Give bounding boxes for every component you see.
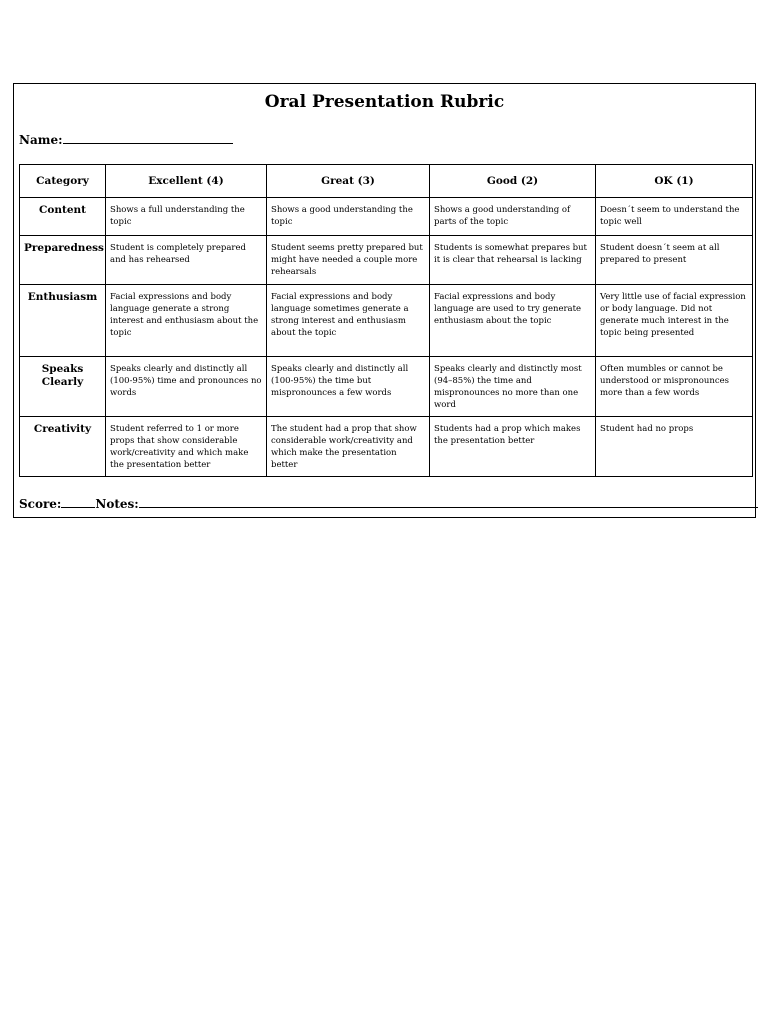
rubric-cell: Speaks clearly and distinctly all (100-95%) time and pronounces no words bbox=[106, 357, 267, 417]
rubric-cell: Student had no props bbox=[596, 417, 753, 477]
category-cell: Content bbox=[20, 198, 106, 236]
category-cell: Enthusiasm bbox=[20, 285, 106, 357]
rubric-cell: Shows a good understanding of parts of the topic bbox=[430, 198, 596, 236]
rubric-cell: Students had a prop which makes the presentation better bbox=[430, 417, 596, 477]
rubric-cell: Student seems pretty prepared but might have needed a couple more rehearsals bbox=[267, 236, 430, 285]
category-cell: Preparedness bbox=[20, 236, 106, 285]
rubric-cell: Student doesn´t seem at all prepared to present bbox=[596, 236, 753, 285]
rubric-cell: Very little use of facial expression or body language. Did not generate much interest in the topic being presented bbox=[596, 285, 753, 357]
rubric-cell: The student had a prop that show considerable work/creativity and which make the presentation better bbox=[267, 417, 430, 477]
rubric-cell: Student referred to 1 or more props that show considerable work/creativity and which make the presentation better bbox=[106, 417, 267, 477]
table-header-row bbox=[20, 165, 753, 198]
name-blank-line bbox=[63, 133, 233, 144]
notes-label: Notes: bbox=[95, 497, 139, 511]
header-great: Great (3) bbox=[267, 165, 430, 198]
category-cell: Speaks Clearly bbox=[20, 357, 106, 417]
rubric-cell: Often mumbles or cannot be understood or mispronounces more than a few words bbox=[596, 357, 753, 417]
header-ok: OK (1) bbox=[596, 165, 753, 198]
rubric-cell: Students is somewhat prepares but it is clear that rehearsal is lacking bbox=[430, 236, 596, 285]
score-label: Score: bbox=[19, 497, 62, 511]
score-blank-line bbox=[61, 497, 95, 508]
table-row bbox=[20, 236, 753, 285]
header-category: Category bbox=[20, 165, 106, 198]
table-row bbox=[20, 285, 753, 357]
rubric-cell: Facial expressions and body language generate a strong interest and enthusiasm about the topic bbox=[106, 285, 267, 357]
name-field bbox=[19, 133, 233, 147]
score-notes-line bbox=[19, 497, 758, 511]
category-cell: Creativity bbox=[20, 417, 106, 477]
table-row bbox=[20, 357, 753, 417]
rubric-cell: Speaks clearly and distinctly all (100-95%) the time but mispronounces a few words bbox=[267, 357, 430, 417]
rubric-document bbox=[13, 83, 756, 518]
rubric-cell: Facial expressions and body language are used to try generate enthusiasm about the topic bbox=[430, 285, 596, 357]
table-row bbox=[20, 198, 753, 236]
rubric-cell: Shows a good understanding the topic bbox=[267, 198, 430, 236]
rubric-cell: Doesn´t seem to understand the topic well bbox=[596, 198, 753, 236]
header-good: Good (2) bbox=[430, 165, 596, 198]
name-label: Name: bbox=[19, 133, 63, 147]
header-excellent: Excellent (4) bbox=[106, 165, 267, 198]
rubric-cell: Facial expressions and body language sometimes generate a strong interest and enthusiasm about the topic bbox=[267, 285, 430, 357]
rubric-cell: Speaks clearly and distinctly most (94–85%) the time and mispronounces no more than one word bbox=[430, 357, 596, 417]
rubric-cell: Shows a full understanding the topic bbox=[106, 198, 267, 236]
rubric-cell: Student is completely prepared and has rehearsed bbox=[106, 236, 267, 285]
notes-blank-line bbox=[139, 497, 758, 508]
table-row bbox=[20, 417, 753, 477]
document-title: Oral Presentation Rubric bbox=[264, 92, 505, 112]
rubric-table bbox=[19, 164, 753, 477]
